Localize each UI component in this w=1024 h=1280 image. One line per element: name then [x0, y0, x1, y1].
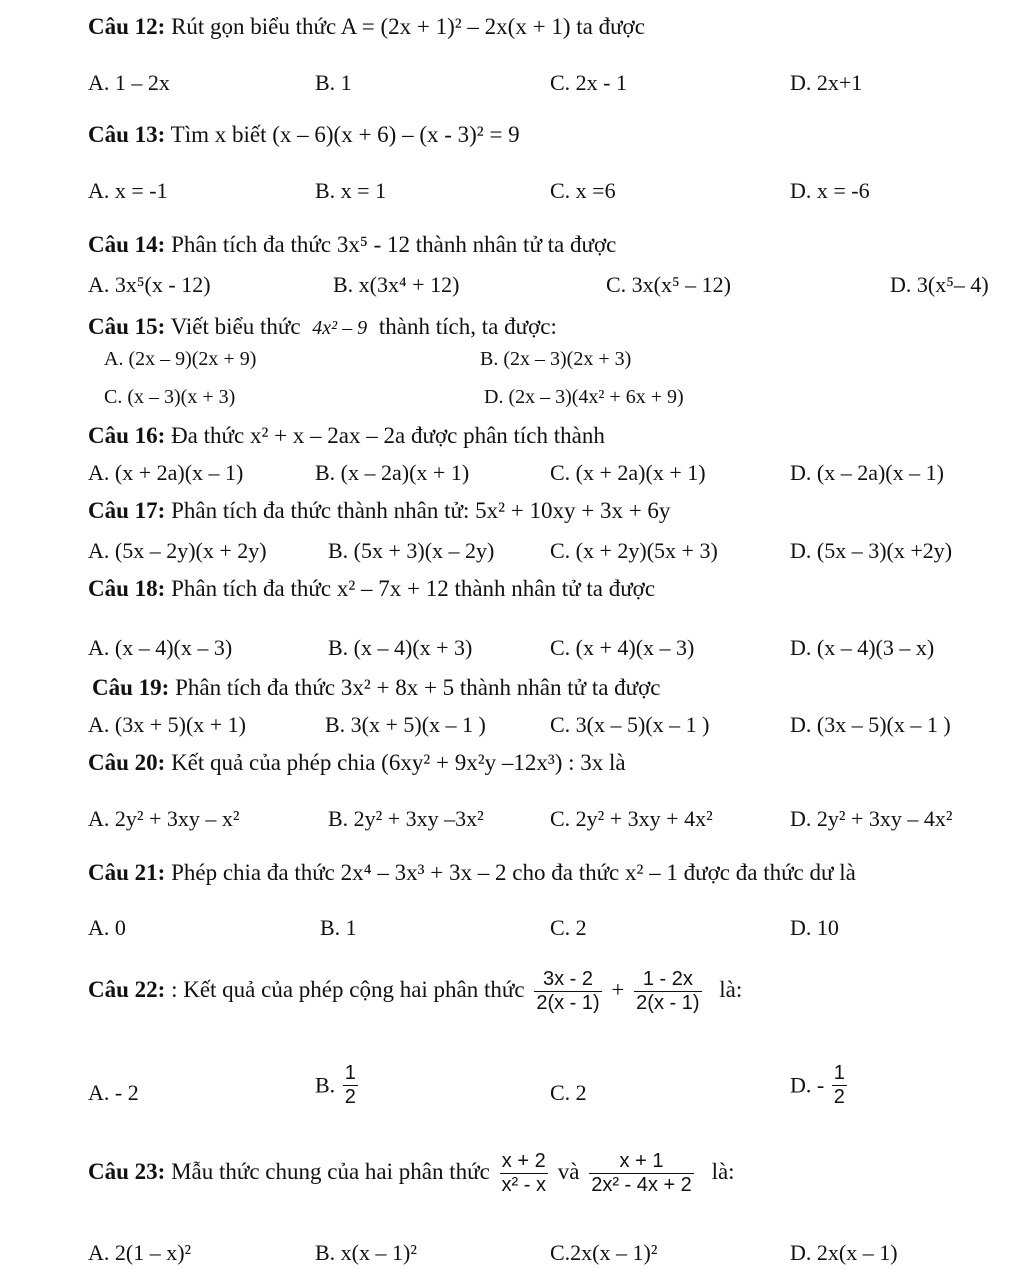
question-13 — [88, 122, 520, 148]
fraction-numerator: 1 — [344, 1062, 356, 1084]
question-number: Câu 17: — [88, 498, 166, 523]
option-label: D. - — [790, 1072, 825, 1098]
question-text: Phân tích đa thức thành nhân tử: 5x² + 10xy + 3x + 6y — [171, 498, 671, 523]
question-text: Phép chia đa thức 2x⁴ – 3x³ + 3x – 2 cho đa thức x² – 1 được đa thức dư là — [171, 860, 856, 885]
option-a[interactable]: A. (5x – 2y)(x + 2y) — [88, 538, 267, 563]
expression: 4x² – 9 — [312, 317, 368, 339]
question-text: Rút gọn biểu thức A = (2x + 1)² – 2x(x + 1) ta được — [171, 14, 645, 39]
option-a[interactable]: A. (3x + 5)(x + 1) — [88, 712, 247, 737]
option-a[interactable]: A. 2y² + 3xy – x² — [88, 806, 240, 831]
option-a[interactable]: A. - 2 — [88, 1080, 139, 1105]
option-b[interactable]: B. (5x + 3)(x – 2y) — [328, 538, 495, 563]
question-text-before: Viết biểu thức — [170, 314, 301, 339]
option-b[interactable]: B. 3(x + 5)(x – 1 ) — [325, 712, 486, 737]
option-d[interactable]: D. (x – 4)(3 – x) — [790, 635, 935, 660]
option-d[interactable]: D. 3(x⁵– 4) — [890, 272, 989, 297]
question-23 — [88, 1150, 735, 1197]
question-19 — [92, 675, 661, 701]
option-b[interactable]: B. 2y² + 3xy –3x² — [328, 806, 484, 831]
option-d[interactable]: D. (2x – 3)(4x² + 6x + 9) — [484, 386, 684, 408]
question-number: Câu 12: — [88, 14, 166, 39]
question-text-after: là: — [711, 1158, 735, 1184]
option-d[interactable]: D. 10 — [790, 915, 839, 940]
option-label: B. — [315, 1072, 336, 1098]
option-c[interactable]: C. (x – 3)(x + 3) — [104, 386, 236, 408]
fraction-denominator: 2 — [833, 1086, 845, 1108]
fraction-2 — [589, 1150, 694, 1197]
question-text: Kết quả của phép chia (6xy² + 9x²y –12x³) : 3x là — [171, 750, 626, 775]
conjunction: và — [557, 1158, 580, 1184]
question-number: Câu 22: — [88, 976, 166, 1002]
fraction-2 — [634, 968, 701, 1015]
option-b[interactable]: B. x(3x⁴ + 12) — [333, 272, 460, 297]
fraction-numerator: x + 1 — [589, 1150, 694, 1174]
option-d[interactable]: D. (5x – 3)(x +2y) — [790, 538, 953, 563]
fraction-numerator: 1 — [833, 1062, 845, 1084]
question-15 — [88, 314, 557, 340]
option-a[interactable]: A. (x – 4)(x – 3) — [88, 635, 233, 660]
option-c[interactable]: C. 2x - 1 — [550, 70, 627, 95]
fraction-1 — [534, 968, 601, 1015]
option-d[interactable]: D. 2x(x – 1) — [790, 1240, 898, 1265]
option-d[interactable]: D. 2y² + 3xy – 4x² — [790, 806, 953, 831]
option-b[interactable] — [315, 1062, 362, 1109]
option-b[interactable]: B. x = 1 — [315, 178, 387, 203]
option-fraction — [343, 1062, 358, 1109]
option-c[interactable]: C.2x(x – 1)² — [550, 1240, 658, 1265]
option-d[interactable]: D. x = -6 — [790, 178, 870, 203]
option-d[interactable] — [790, 1062, 851, 1109]
fraction-numerator: x + 2 — [500, 1150, 548, 1174]
question-12 — [88, 14, 645, 40]
question-text: Phân tích đa thức 3x² + 8x + 5 thành nhân tử ta được — [175, 675, 661, 700]
question-21 — [88, 860, 856, 886]
option-c[interactable]: C. x =6 — [550, 178, 616, 203]
option-c[interactable]: C. (x + 4)(x – 3) — [550, 635, 695, 660]
option-c[interactable]: C. 2y² + 3xy + 4x² — [550, 806, 713, 831]
question-20 — [88, 750, 626, 776]
question-text-after: là: — [719, 976, 743, 1002]
question-text: Phân tích đa thức x² – 7x + 12 thành nhân tử ta được — [171, 576, 656, 601]
option-d[interactable]: D. (x – 2a)(x – 1) — [790, 460, 944, 485]
option-a[interactable]: A. (2x – 9)(2x + 9) — [104, 348, 257, 370]
fraction-denominator: 2x² - 4x + 2 — [591, 1174, 692, 1196]
fraction-numerator: 1 - 2x — [634, 968, 701, 992]
option-b[interactable]: B. (2x – 3)(2x + 3) — [480, 348, 632, 370]
question-number: Câu 18: — [88, 576, 166, 601]
question-18 — [88, 576, 655, 602]
fraction-1 — [500, 1150, 548, 1197]
option-fraction — [832, 1062, 847, 1109]
question-number: Câu 15: — [88, 314, 166, 339]
option-a[interactable]: A. 1 – 2x — [88, 70, 170, 95]
option-c[interactable]: C. 3(x – 5)(x – 1 ) — [550, 712, 710, 737]
option-a[interactable]: A. x = -1 — [88, 178, 168, 203]
question-16 — [88, 423, 605, 449]
option-a[interactable]: A. 2(1 – x)² — [88, 1240, 192, 1265]
question-number: Câu 13: — [88, 122, 166, 147]
fraction-denominator: 2(x - 1) — [636, 992, 700, 1014]
option-a[interactable]: A. 3x⁵(x - 12) — [88, 272, 211, 297]
option-a[interactable]: A. (x + 2a)(x – 1) — [88, 460, 244, 485]
option-a[interactable]: A. 0 — [88, 915, 126, 940]
question-number: Câu 19: — [92, 675, 170, 700]
option-d[interactable]: D. 2x+1 — [790, 70, 863, 95]
option-b[interactable]: B. x(x – 1)² — [315, 1240, 417, 1265]
question-14 — [88, 232, 616, 258]
question-text-after: thành tích, ta được: — [378, 314, 557, 339]
question-number: Câu 20: — [88, 750, 166, 775]
question-number: Câu 16: — [88, 423, 166, 448]
question-number: Câu 21: — [88, 860, 166, 885]
option-b[interactable]: B. 1 — [315, 70, 352, 95]
option-c[interactable]: C. 2 — [550, 1080, 587, 1105]
fraction-denominator: 2(x - 1) — [536, 992, 600, 1014]
fraction-numerator: 3x - 2 — [534, 968, 601, 992]
option-c[interactable]: C. (x + 2y)(5x + 3) — [550, 538, 718, 563]
question-22 — [88, 968, 742, 1015]
option-c[interactable]: C. 3x(x⁵ – 12) — [606, 272, 731, 297]
question-number: Câu 14: — [88, 232, 166, 257]
question-text: Tìm x biết (x – 6)(x + 6) – (x - 3)² = 9 — [170, 122, 520, 147]
option-d[interactable]: D. (3x – 5)(x – 1 ) — [790, 712, 951, 737]
plus-sign: + — [611, 976, 625, 1002]
question-17 — [88, 498, 670, 524]
question-text-before: : Kết quả của phép cộng hai phân thức — [171, 976, 525, 1002]
option-c[interactable]: C. (x + 2a)(x + 1) — [550, 460, 706, 485]
option-c[interactable]: C. 2 — [550, 915, 587, 940]
fraction-denominator: x² - x — [501, 1174, 546, 1196]
question-text-before: Mẫu thức chung của hai phân thức — [171, 1158, 490, 1184]
question-text: Đa thức x² + x – 2ax – 2a được phân tích thành — [171, 423, 605, 448]
option-b[interactable]: B. (x – 2a)(x + 1) — [315, 460, 470, 485]
question-text: Phân tích đa thức 3x⁵ - 12 thành nhân tử ta được — [171, 232, 617, 257]
fraction-denominator: 2 — [344, 1086, 356, 1108]
option-b[interactable]: B. (x – 4)(x + 3) — [328, 635, 473, 660]
question-number: Câu 23: — [88, 1158, 166, 1184]
option-b[interactable]: B. 1 — [320, 915, 357, 940]
